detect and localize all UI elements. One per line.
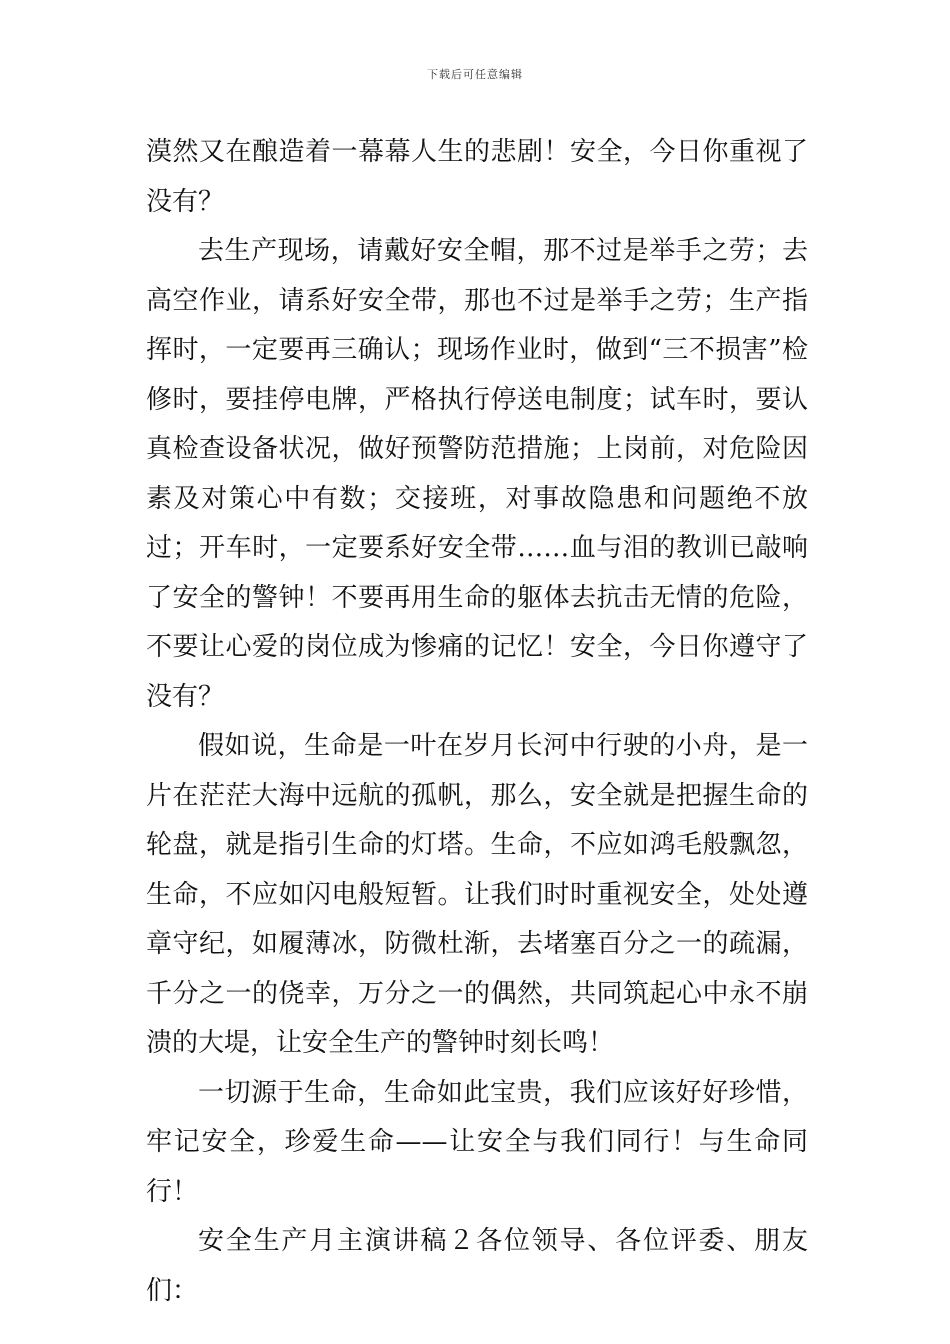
paragraph-2: 去生产现场，请戴好安全帽，那不过是举手之劳；去高空作业，请系好安全带，那也不过是举手之劳；生产指挥时，一定要再三确认；现场作业时，做到“三不损害”检修时，要挂停电牌，严格执行停送电制度；试车时，要认真检查设备状况，做好预警防范措施；上岗前，对危险因素及对策心中有数；交接班，对事故隐患和问题绝不放过；开车时，一定要系好安全带……血与泪的教训已敲响了安全的警钟！不要再用生命的躯体去抗击无情的危险，不要让心爱的岗位成为惨痛的记忆！安全，今日你遵守了没有？ <box>146 236 808 712</box>
paragraph-1: 漠然又在酿造着一幕幕人生的悲剧！安全，今日你重视了没有？ <box>146 137 808 217</box>
paragraph-4: 一切源于生命，生命如此宝贵，我们应该好好珍惜，牢记安全，珍爱生命——让安全与我们同行！与生命同行！ <box>146 1077 808 1207</box>
paragraph-5: 安全生产月主演讲稿２各位领导、各位评委、朋友们： <box>146 1226 808 1306</box>
document-body <box>146 128 808 1316</box>
page-header: 下载后可任意编辑 <box>427 68 523 81</box>
paragraph-3: 假如说，生命是一叶在岁月长河中行驶的小舟，是一片在茫茫大海中远航的孤帆，那么，安全就是把握生命的轮盘，就是指引生命的灯塔。生命，不应如鸿毛般飘忽，生命，不应如闪电般短暂。让我们时时重视安全，处处遵章守纪，如履薄冰，防微杜渐，去堵塞百分之一的疏漏，千分之一的侥幸，万分之一的偶然，共同筑起心中永不崩溃的大堤，让安全生产的警钟时刻长鸣！ <box>146 731 808 1058</box>
